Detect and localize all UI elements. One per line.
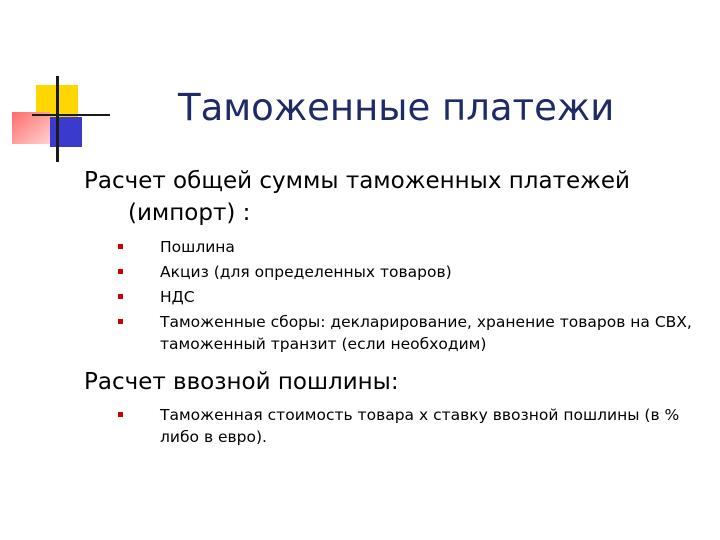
- list-item-text: Пошлина: [160, 238, 235, 256]
- list-item: [118, 286, 698, 308]
- main-bullet-line: Расчет общей суммы таможенных платежей: [84, 168, 630, 194]
- slide-logo-decoration: [0, 0, 110, 170]
- list-item-text: Акциз (для определенных товаров): [160, 263, 452, 281]
- list-item-text: Таможенные сборы: декларирование, хранение товаров на СВХ, таможенный транзит (если необходим): [160, 313, 692, 353]
- list-item: [118, 261, 698, 283]
- slide-title: Таможенные платежи: [178, 86, 615, 129]
- list-item: [118, 404, 698, 448]
- logo-vertical-line: [56, 76, 59, 162]
- list-item-text: Таможенная стоимость товара х ставку ввозной пошлины (в % либо в евро).: [160, 406, 680, 446]
- logo-horizontal-line: [32, 114, 110, 116]
- square-bullet-icon: [118, 244, 123, 249]
- sub-list-import-duty: [118, 404, 698, 451]
- list-item-text: НДС: [160, 288, 195, 306]
- logo-red-square: [12, 112, 50, 144]
- main-bullet-total-payments: [84, 165, 704, 229]
- square-bullet-icon: [118, 269, 123, 274]
- main-bullet-line: Расчет ввозной пошлины:: [84, 369, 399, 395]
- square-bullet-icon: [118, 319, 123, 324]
- square-bullet-icon: [118, 294, 123, 299]
- list-item: [118, 311, 698, 355]
- main-bullet-import-duty: [84, 366, 704, 398]
- list-item: [118, 236, 698, 258]
- main-bullet-line-continued: (импорт) :: [128, 200, 251, 226]
- square-bullet-icon: [118, 412, 123, 417]
- logo-blue-square: [50, 117, 82, 147]
- sub-list-payments: [118, 236, 698, 358]
